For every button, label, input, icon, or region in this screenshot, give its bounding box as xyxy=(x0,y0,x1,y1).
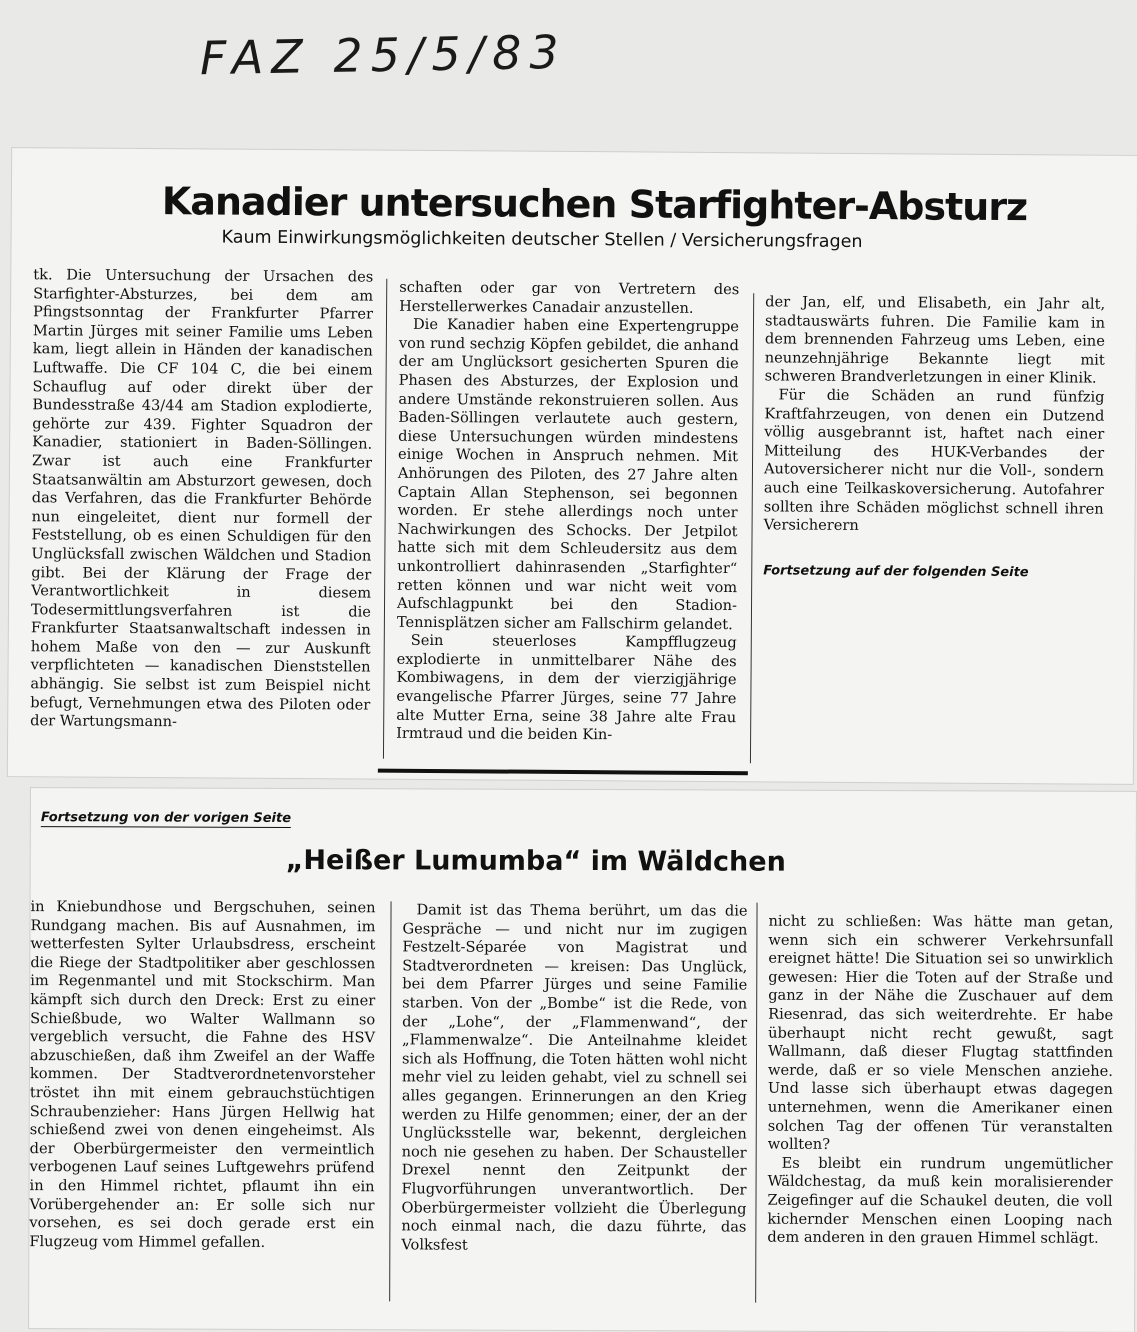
article1-subheadline: Kaum Einwirkungsmöglichkeiten deutscher Stellen / Versicherungsfragen xyxy=(221,227,863,253)
handwritten-date-note: FAZ 25/5/83 xyxy=(199,24,568,86)
article1-col3-paragraph: der Jan, elf, und Elisabeth, ein Jahr alt, stadtauswärts fuhren. Die Familie kam in dem brennenden Fahrzeug ums Leben, eine neunzehnjährige Bekannte liegt mit schweren Brandverletzungen in einer Klinik. xyxy=(764,293,1106,388)
article2-headline: „Heißer Lumumba“ im Wäldchen xyxy=(285,844,786,878)
article-clipping-2 xyxy=(29,788,1136,1332)
article2-column-3 xyxy=(767,913,1113,1249)
article2-col3-paragraph: Es bleibt ein rundrum ungemütlicher Wäldchestag, da muß kein moralisierender Zeigefinger auf die Schaukel deuten, die voll kichernder Menschen einen Looping nach dem anderen in den grauen Himmel schlägt. xyxy=(767,1154,1113,1247)
column-divider xyxy=(750,293,754,763)
article1-col1-paragraph: tk. Die Untersuchung der Ursachen des Starfighter-Absturzes, bei dem am Pfingstsonntag der Frankfurter Pfarrer Martin Jürges mit seiner Familie ums Leben kam, liegt allein in Händen der kanadischen Luftwaffe. Die CF 104 C, die bei einem Schauflug auf oder direkt über der Bundesstraße 43/44 am Stadion explodierte, gehörte zur 439. Fighter Squadron der Kanadier, stationiert in Baden-Söllingen. Zwar ist auch eine Frankfurter Staatsanwältin am Absturzort gewesen, doch das Verfahren, das die Frankfurter Behörde nun eingeleitet, dient nur formell der Feststellung, ob es einen Schuldigen für den Unglücksfall zwischen Wäldchen und Stadion gibt. Bei der Klärung der Frage der Verantwortlichkeit in diesem Todesermittlungsverfahren ist die Frankfurter Staatsanwaltschaft indessen in hohem Maße von den — zur Auskunft verpflichteten — kanadischen Dienststellen abhängig. Sie selbst ist zum Beispiel nicht befugt, Vernehmungen etwa des Piloten oder der Wartungsmann- xyxy=(30,266,374,731)
article1-column-1 xyxy=(30,266,373,733)
article1-col2-paragraph: Die Kanadier haben eine Expertengruppe von rund sechzig Köpfen gebildet, die anhand der am Unglücksort gesicherten Spuren die Phasen des Absturzes, der Explosion und andere Umstände rekonstruieren sollen. Aus Baden-Söllingen verlautete auch gestern, diese Untersuchungen würden mindestens einige Wochen in Anspruch nehmen. Mit Anhörungen des Piloten, des 27 Jahre alten Captain Allan Stephenson, sei begonnen worden. Er stehe allerdings noch unter Nachwirkungen des Schocks. Der Jetpilot hatte sich mit dem Schleudersitz aus dem unkontrolliert dahinrasenden „Starfighter“ retten können und war nicht weit vom Aufschlagpunkt bei den Stadion-Tennisplätzen sicher am Fallschirm gelandet. xyxy=(396,316,740,633)
bottom-rule xyxy=(378,769,748,776)
article1-column-2 xyxy=(396,279,739,746)
previous-page-note: Fortsetzung von der vorigen Seite xyxy=(40,810,292,826)
column-divider xyxy=(755,903,757,1303)
column-divider xyxy=(383,279,387,759)
article1-headline: Kanadier untersuchen Starfighter-Absturz xyxy=(161,179,1028,230)
article1-column-3 xyxy=(764,293,1106,537)
article1-col2-paragraph: schaften oder gar von Vertretern des Herstellerwerkes Canadair anzustellen. xyxy=(399,278,740,317)
article2-col1-paragraph: in Kniebundhose und Bergschuhen, seinen Rundgang machen. Bis auf Ausnahmen, im wetterfesten Sylter Urlaubsdress, erscheint die Riege der Stadtpolitiker aber geschlossen im Regenmantel und mit Stockschirm. Man kämpft sich durch den Dreck: Erst zu einer Schießbude, wo Walter Wallmann so vergeblich versucht, die Fahne des HSV abzuschießen, daß ihm Zweifel an der Waffe kommen. Der Stadtverordnetenvorsteher tröstet ihn mit einem gebrauchstüchtigen Schraubenzieher: Hans Jürgen Hellwig hat schießend zwei von denen eingeheimst. Als der Oberbürgermeister den vermeintlich verbogenen Lauf seines Luftgewehrs prüfend in den Himmel richtet, pflaumt ihn ein Vorübergehender an: Er solle sich nur vorsehen, es sei doch gerade erst ein Flugzeug vom Himmel gefallen. xyxy=(29,898,376,1251)
article2-col3-paragraph: nicht zu schließen: Was hätte man getan, wenn sich ein schwerer Verkehrsunfall ereignet hätte! Die Situation sei so unwirklich gewesen: Hier die Toten auf der Straße und ganz in der Nähe die Zuschauer auf dem Riesenrad, das sich weiterdrehte. Er habe überhaupt nicht recht gewußt, sagt Wallmann, daß dieser Flugtag stattfinden werde, daß er so viele Menschen anziehe. Und lasse sich überhaupt etwas dagegen unternehmen, wenn die Amerikaner einen solchen Tag der offenen Tür veranstalten wollten? xyxy=(767,912,1114,1153)
article2-column-2 xyxy=(401,901,747,1255)
article1-col3-paragraph: Für die Schäden an rund fünfzig Kraftfahrzeugen, von denen ein Dutzend völlig ausgebrannt ist, haftet nach einer Mitteilung des HUK-Verbandes der Autoversicherer nicht nur die Voll-, sondern auch eine Teilkaskoversicherung. Autofahrer sollten ihre Schäden möglichst schnell ihren Versicherern xyxy=(763,386,1105,535)
article-clipping-1 xyxy=(8,148,1137,784)
column-divider xyxy=(389,901,391,1301)
article1-col2-paragraph: Sein steuerloses Kampfflugzeug explodierte in unmittelbarer Nähe des Kombiwagens, in dem der vierzigjährige evangelische Pfarrer Jürges, seine 77 Jahre alte Mutter Erna, seine 38 Jahre alte Frau Irmtraud und die beiden Kin- xyxy=(396,632,737,744)
article2-col2-paragraph: Damit ist das Thema berührt, um das die Gespräche — und nicht nur im zugigen Festzelt-Séparée von Magistrat und Stadtverordneten — kreisen: Das Unglück, bei dem Pfarrer Jürges und seine Familie starben. Von der „Bombe“ ist die Rede, von der „Lohe“, der „Flammenwand“, der „Flammenwalze“. Die Anteilnahme kleidet sich als Hoffnung, die Toten hätten wohl nicht mehr viel zu leiden gehabt, viel zu schnell sei alles gegangen. Erinnerungen an den Krieg werden zu Hilfe genommen; einer, der an der Unglücksstelle war, bekennt, dergleichen noch nie gesehen zu haben. Der Schausteller Drexel nennt den Zeitpunkt der Flugvorführungen unverantwortlich. Der Oberbürgermeister vollzieht die Überlegung noch einmal nach, die dazu führte, das Volksfest xyxy=(401,901,748,1254)
continuation-note: Fortsetzung auf der folgenden Seite xyxy=(763,563,1029,581)
article2-column-1 xyxy=(29,898,375,1252)
